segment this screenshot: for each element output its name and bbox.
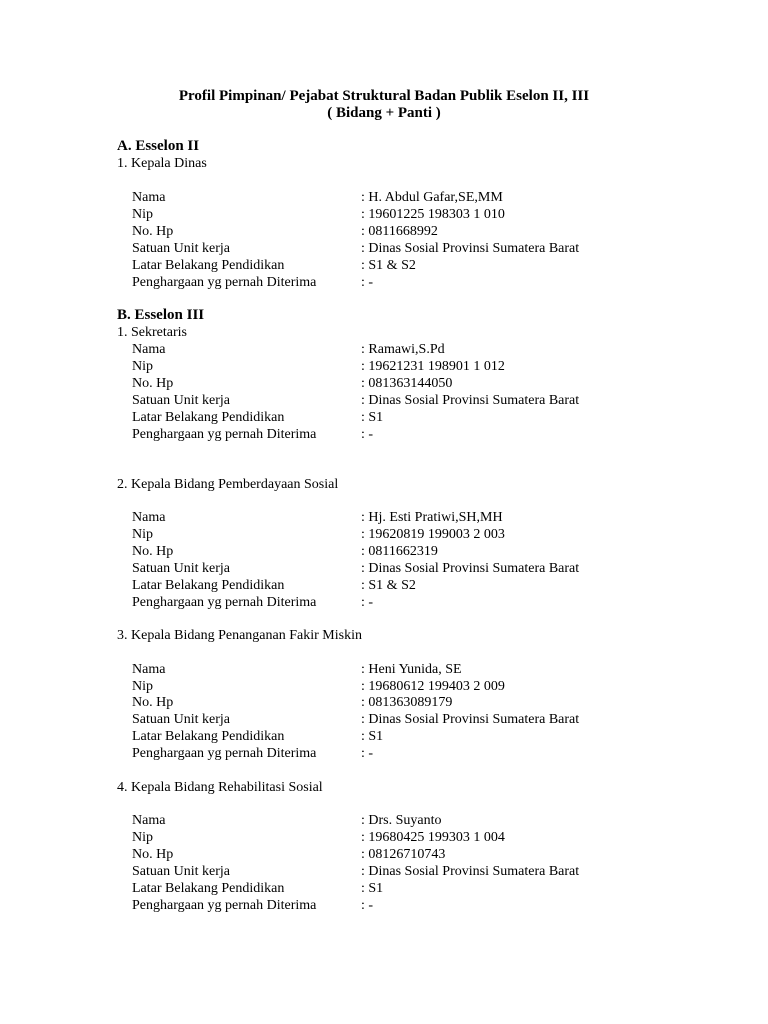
profile-row-pendidikan xyxy=(132,577,752,594)
field-label: Latar Belakang Pendidikan xyxy=(132,410,285,425)
profile-row-pendidikan xyxy=(132,728,752,745)
section-b-heading: B. Esselon III xyxy=(117,307,205,323)
profile-row-unit xyxy=(132,863,752,880)
field-value: : 19680612 199403 2 009 xyxy=(361,679,505,694)
field-value: : Drs. Suyanto xyxy=(361,813,442,828)
field-value: : Dinas Sosial Provinsi Sumatera Barat xyxy=(361,864,580,879)
profile-row-nip xyxy=(132,678,752,695)
profile-row-penghargaan xyxy=(132,897,752,914)
profile-row-unit xyxy=(132,711,752,728)
profile-row-nama xyxy=(132,189,752,206)
field-value: : - xyxy=(361,595,374,610)
profile-row-pendidikan xyxy=(132,257,752,274)
official-title: 2. Kepala Bidang Pemberdayaan Sosial xyxy=(117,477,339,492)
official-title: 4. Kepala Bidang Rehabilitasi Sosial xyxy=(117,780,323,795)
profile-row-hp xyxy=(132,543,752,560)
profile-row-nama xyxy=(132,661,752,678)
field-value: : Dinas Sosial Provinsi Sumatera Barat xyxy=(361,712,580,727)
field-value: : 081363089179 xyxy=(361,695,453,710)
field-label: Nip xyxy=(132,527,153,542)
field-value: : - xyxy=(361,427,374,442)
field-label: Penghargaan yg pernah Diterima xyxy=(132,898,317,913)
profile-row-penghargaan xyxy=(132,274,752,291)
field-value: : 081363144050 xyxy=(361,376,453,391)
field-value: : Dinas Sosial Provinsi Sumatera Barat xyxy=(361,241,580,256)
field-label: Satuan Unit kerja xyxy=(132,393,230,408)
profile-row-hp xyxy=(132,223,752,240)
profile-row-hp xyxy=(132,694,752,711)
field-value: : Ramawi,S.Pd xyxy=(361,342,445,357)
field-label: Latar Belakang Pendidikan xyxy=(132,258,285,273)
field-label: Nip xyxy=(132,679,153,694)
field-label: Penghargaan yg pernah Diterima xyxy=(132,746,317,761)
field-value: : S1 & S2 xyxy=(361,258,416,273)
profile-row-nip xyxy=(132,526,752,543)
field-label: No. Hp xyxy=(132,847,174,862)
field-label: Nip xyxy=(132,207,153,222)
field-value: : H. Abdul Gafar,SE,MM xyxy=(361,190,503,205)
field-label: Penghargaan yg pernah Diterima xyxy=(132,275,317,290)
profile-row-hp xyxy=(132,846,752,863)
field-label: Nama xyxy=(132,510,166,525)
profile-row-unit xyxy=(132,392,752,409)
field-value: : 19621231 198901 1 012 xyxy=(361,359,505,374)
profile-row-nama xyxy=(132,812,752,829)
field-label: No. Hp xyxy=(132,224,174,239)
profile-row-unit xyxy=(132,240,752,257)
field-value: : S1 xyxy=(361,729,384,744)
field-value: : 19601225 198303 1 010 xyxy=(361,207,505,222)
field-label: Nama xyxy=(132,190,166,205)
document-title: Profil Pimpinan/ Pejabat Struktural Badan Publik Eselon II, III xyxy=(178,88,590,104)
profile-row-penghargaan xyxy=(132,594,752,611)
document-subtitle: ( Bidang + Panti ) xyxy=(327,105,441,121)
field-label: Penghargaan yg pernah Diterima xyxy=(132,427,317,442)
profile-row-nama xyxy=(132,509,752,526)
field-label: Satuan Unit kerja xyxy=(132,712,230,727)
field-label: Latar Belakang Pendidikan xyxy=(132,881,285,896)
field-value: : S1 xyxy=(361,881,384,896)
field-label: Nama xyxy=(132,342,166,357)
field-label: Penghargaan yg pernah Diterima xyxy=(132,595,317,610)
field-label: Satuan Unit kerja xyxy=(132,241,230,256)
field-label: Nama xyxy=(132,662,166,677)
field-value: : 19620819 199003 2 003 xyxy=(361,527,505,542)
field-value: : Heni Yunida, SE xyxy=(361,662,462,677)
profile-row-penghargaan xyxy=(132,745,752,762)
field-value: : S1 & S2 xyxy=(361,578,416,593)
field-value: : Dinas Sosial Provinsi Sumatera Barat xyxy=(361,561,580,576)
official-title: 1. Sekretaris xyxy=(117,325,187,340)
field-value: : S1 xyxy=(361,410,384,425)
field-label: No. Hp xyxy=(132,695,174,710)
profile-row-penghargaan xyxy=(132,426,752,443)
field-value: : Hj. Esti Pratiwi,SH,MH xyxy=(361,510,503,525)
field-value: : - xyxy=(361,275,374,290)
field-value: : 0811668992 xyxy=(361,224,438,239)
field-value: : - xyxy=(361,898,374,913)
profile-row-unit xyxy=(132,560,752,577)
field-value: : Dinas Sosial Provinsi Sumatera Barat xyxy=(361,393,580,408)
field-value: : 08126710743 xyxy=(361,847,446,862)
profile-row-hp xyxy=(132,375,752,392)
field-value: : - xyxy=(361,746,374,761)
field-value: : 19680425 199303 1 004 xyxy=(361,830,505,845)
profile-row-nama xyxy=(132,341,752,358)
profile-row-nip xyxy=(132,206,752,223)
field-label: Nip xyxy=(132,359,153,374)
field-label: Nip xyxy=(132,830,153,845)
field-label: No. Hp xyxy=(132,376,174,391)
field-label: Latar Belakang Pendidikan xyxy=(132,729,285,744)
profile-row-pendidikan xyxy=(132,409,752,426)
field-label: Satuan Unit kerja xyxy=(132,864,230,879)
field-label: Nama xyxy=(132,813,166,828)
profile-row-nip xyxy=(132,358,752,375)
field-value: : 0811662319 xyxy=(361,544,438,559)
official-title: 3. Kepala Bidang Penanganan Fakir Miskin xyxy=(117,628,362,643)
field-label: Latar Belakang Pendidikan xyxy=(132,578,285,593)
field-label: No. Hp xyxy=(132,544,174,559)
profile-row-pendidikan xyxy=(132,880,752,897)
field-label: Satuan Unit kerja xyxy=(132,561,230,576)
profile-row-nip xyxy=(132,829,752,846)
section-a-heading: A. Esselon II xyxy=(117,138,200,154)
official-title: 1. Kepala Dinas xyxy=(117,156,207,171)
